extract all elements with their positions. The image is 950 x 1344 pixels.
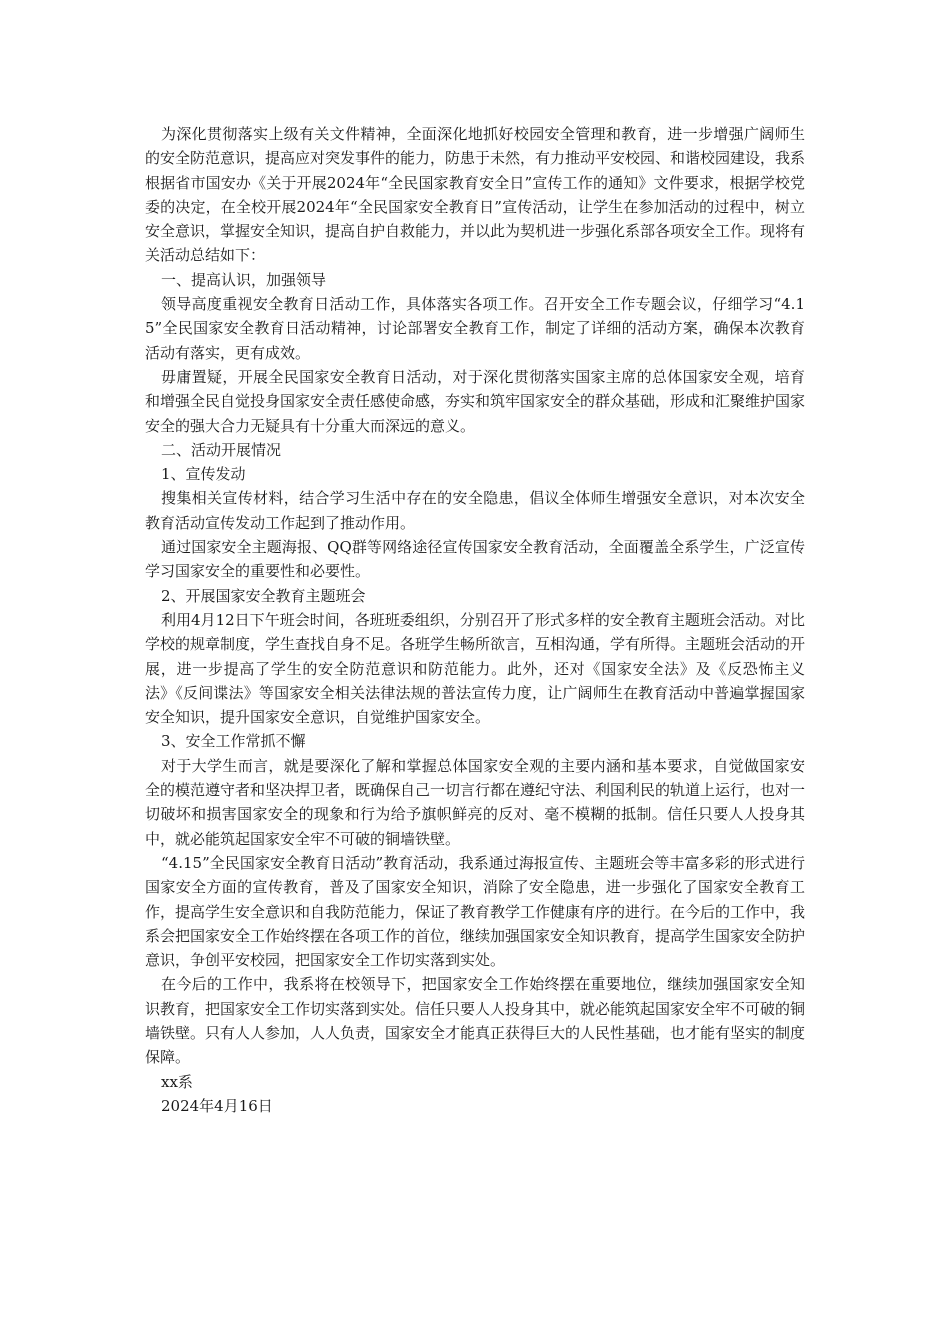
subsection-heading-3: 3、安全工作常抓不懈	[161, 732, 306, 751]
subsection-heading-1: 1、宣传发动	[161, 465, 246, 484]
intro-paragraph: 为深化贯彻落实上级有关文件精神，全面深化地抓好校园安全管理和教育，进一步增强广阔师生的安全防范意识，提高应对突发事件的能力，防患于未然，有力推动平安校园、和谐校园建设，我系根据省市国安办《关于开展2024年“全民国家教育安全日”宣传工作的通知》文件要求，根据学校党委的决定，在全校开展2024年“全民国家安全教育日”宣传活动，让学生在参加活动的过程中，树立安全意识，掌握安全知识，提高自护自救能力，并以此为契机进一步强化系部各项安全工作。现将有关活动总结如下：	[145, 125, 806, 265]
subsection-1-paragraph-2: 通过国家安全主题海报、QQ群等网络途径宣传国家安全教育活动，全面覆盖全系学生，广泛宣传学习国家安全的重要性和必要性。	[145, 538, 805, 581]
subsection-3-paragraph-1: 对于大学生而言，就是要深化了解和掌握总体国家安全观的主要内涵和基本要求，自觉做国家安全的模范遵守者和坚决捍卫者，既确保自己一切言行都在遵纪守法、利国利民的轨道上运行，也对一切破坏和损害国家安全的现象和行为给予旗帜鲜亮的反对、毫不模糊的抵制。信任只要人人投身其中，就必能筑起国家安全牢不可破的铜墙铁壁。	[145, 756, 806, 848]
signature: xx系	[161, 1072, 193, 1091]
date: 2024年4月16日	[161, 1096, 273, 1115]
section-heading-1: 一、提高认识，加强领导	[161, 270, 327, 289]
subsection-heading-2: 2、开展国家安全教育主题班会	[161, 586, 366, 605]
section-heading-2: 二、活动开展情况	[161, 440, 282, 459]
subsection-1-paragraph-1: 搜集相关宣传材料，结合学习生活中存在的安全隐患，倡议全体师生增强安全意识，对本次安全教育活动宣传发动工作起到了推动作用。	[145, 489, 805, 532]
section-1-paragraph-1: 领导高度重视安全教育日活动工作，具体落实各项工作。召开安全工作专题会议，仔细学习“4.15”全民国家安全教育日活动精神，讨论部署安全教育工作，制定了详细的活动方案，确保本次教育活动有落实，更有成效。	[145, 295, 805, 362]
subsection-3-paragraph-2: “4.15”全民国家安全教育日活动”教育活动，我系通过海报宣传、主题班会等丰富多彩的形式进行国家安全方面的宣传教育，普及了国家安全知识，消除了安全隐患，进一步强化了国家安全教育工作，提高学生安全意识和自我防范能力，保证了教育教学工作健康有序的进行。在今后的工作中，我系会把国家安全工作始终摆在各项工作的首位，继续加强国家安全知识教育，提高学生国家安全防护意识，争创平安校园，把国家安全工作切实落到实处。	[145, 853, 806, 970]
subsection-2-paragraph-1: 利用4月12日下午班会时间，各班班委组织，分别召开了形式多样的安全教育主题班会活动。对比学校的规章制度，学生查找自身不足。各班学生畅所欲言，互相沟通，学有所得。主题班会活动的开展，进一步提高了学生的安全防范意识和防范能力。此外，还对《国家安全法》及《反恐怖主义法》《反间谍法》等国家安全相关法律法规的普法宣传力度，让广阔师生在教育活动中普遍掌握国家安全知识，提升国家安全意识，自觉维护国家安全。	[145, 610, 806, 727]
subsection-3-paragraph-3: 在今后的工作中，我系将在校领导下，把国家安全工作始终摆在重要地位，继续加强国家安全知识教育，把国家安全工作切实落到实处。信任只要人人投身其中，就必能筑起国家安全牢不可破的铜墙铁壁。只有人人参加，人人负责，国家安全才能真正获得巨大的人民性基础，也才能有坚实的制度保障。	[145, 975, 806, 1067]
section-1-paragraph-2: 毋庸置疑，开展全民国家安全教育日活动，对于深化贯彻落实国家主席的总体国家安全观，培育和增强全民自觉投身国家安全责任感使命感，夯实和筑牢国家安全的群众基础，形成和汇聚维护国家安全的强大合力无疑具有十分重大而深远的意义。	[145, 367, 806, 435]
document-body	[145, 122, 805, 1118]
